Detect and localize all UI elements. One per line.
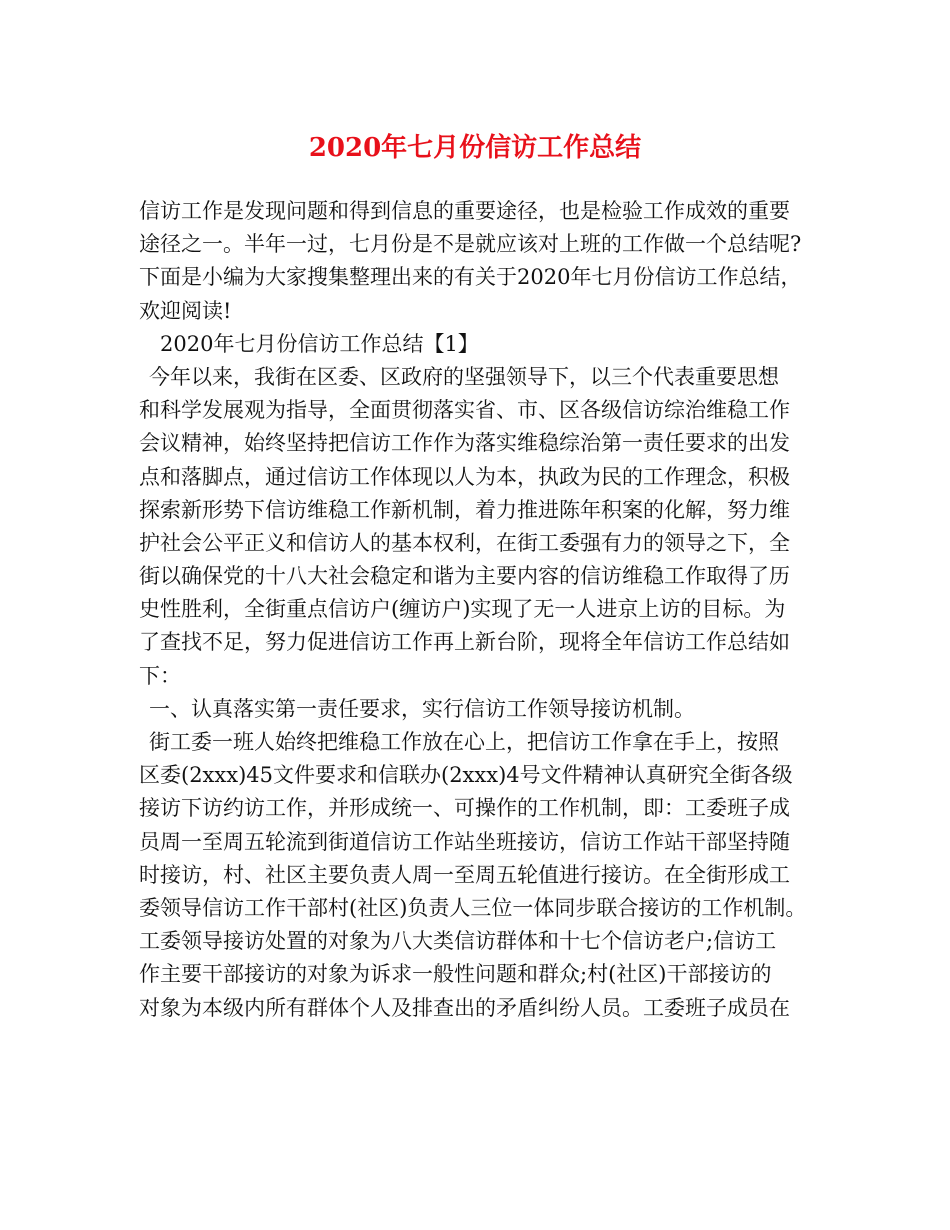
document-body <box>139 195 829 1025</box>
text-line: 途径之一。半年一过，七月份是不是就应该对上班的工作做一个总结呢? <box>139 232 802 257</box>
text-line: 时接访，村、社区主要负责人周一至周五轮值进行接访。在全街形成工 <box>139 862 790 887</box>
text-line: 护社会公平正义和信访人的基本权利，在街工委强有力的领导之下，全 <box>139 530 790 555</box>
text-line: 史性胜利，全街重点信访户(缠访户)实现了无一人进京上访的目标。为 <box>139 597 786 622</box>
text-line: 今年以来，我街在区委、区政府的坚强领导下，以三个代表重要思想 <box>149 364 779 389</box>
text-line: 信访工作是发现问题和得到信息的重要途径，也是检验工作成效的重要 <box>139 199 790 223</box>
text-line: 接访下访约访工作，并形成统一、可操作的工作机制，即：工委班子成 <box>139 796 790 821</box>
text-line: 员周一至周五轮流到街道信访工作站坐班接访，信访工作站干部坚持随 <box>139 829 790 854</box>
text-line: 街工委一班人始终把维稳工作放在心上，把信访工作拿在手上，按照 <box>149 730 779 754</box>
text-line: 欢迎阅读! <box>139 298 232 323</box>
text-line: 点和落脚点，通过信访工作体现以人为本，执政为民的工作理念，积极 <box>139 464 790 489</box>
text-line: 街以确保党的十八大社会稳定和谐为主要内容的信访维稳工作取得了历 <box>139 564 790 589</box>
text-line: 下面是小编为大家搜集整理出来的有关于2020年七月份信访工作总结， <box>139 265 802 290</box>
text-line: 一、认真落实第一责任要求，实行信访工作领导接访机制。 <box>149 696 695 721</box>
text-line: 了查找不足，努力促进信访工作再上新台阶，现将全年信访工作总结如 <box>139 630 790 655</box>
text-line: 2020年七月份信访工作总结【1】 <box>160 331 479 356</box>
text-line: 工委领导接访处置的对象为八大类信访群体和十七个信访老户;信访工 <box>139 929 777 954</box>
text-line: 下： <box>139 663 181 688</box>
text-line: 和科学发展观为指导，全面贯彻落实省、市、区各级信访综治维稳工作 <box>139 398 790 423</box>
text-line: 委领导信访工作干部村(社区)负责人三位一体同步联合接访的工作机制。 <box>139 895 807 920</box>
text-line: 探索新形势下信访维稳工作新机制，着力推进陈年积案的化解，努力维 <box>139 497 790 522</box>
document-title: 2020年七月份信访工作总结 <box>308 133 642 163</box>
text-line: 区委(2xxx)45文件要求和信联办(2xxx)4号文件精神认真研究全街各级 <box>139 763 793 788</box>
text-line: 会议精神，始终坚持把信访工作作为落实维稳综治第一责任要求的出发 <box>139 431 790 456</box>
text-line: 作主要干部接访的对象为诉求一般性问题和群众;村(社区)干部接访的 <box>139 962 772 987</box>
text-line: 对象为本级内所有群体个人及排查出的矛盾纠纷人员。工委班子成员在 <box>139 995 790 1020</box>
